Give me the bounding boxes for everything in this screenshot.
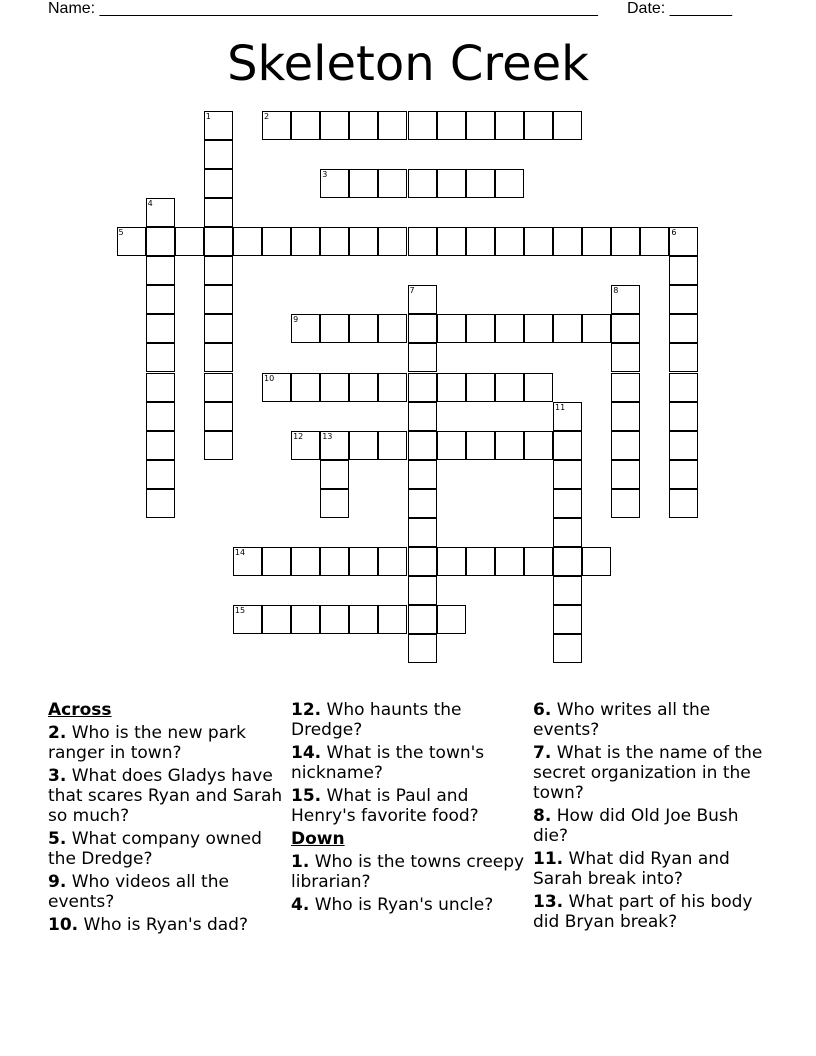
grid-cell[interactable] <box>378 227 407 256</box>
clue-text: Who is Ryan's uncle? <box>309 895 494 915</box>
grid-cell[interactable] <box>611 343 640 372</box>
grid-cell[interactable] <box>291 431 320 460</box>
grid-cell[interactable] <box>611 489 640 518</box>
grid-cell[interactable] <box>320 489 349 518</box>
clue-text: Who haunts the Dredge? <box>291 700 462 740</box>
clues-column-1 <box>48 700 288 938</box>
grid-cell[interactable] <box>495 431 524 460</box>
clue-number: 3 <box>322 169 328 179</box>
grid-cell[interactable] <box>669 402 698 431</box>
grid-cell[interactable] <box>553 111 582 140</box>
clue-number: 10 <box>264 373 275 383</box>
down-clue-list-continued <box>533 700 763 932</box>
grid-cell[interactable] <box>146 402 175 431</box>
clue-number: 5. <box>48 829 67 849</box>
clue-number: 11 <box>555 402 566 412</box>
clue-item <box>291 743 531 783</box>
grid-cell[interactable] <box>262 373 291 402</box>
grid-cell[interactable] <box>233 605 262 634</box>
grid-cell[interactable] <box>204 256 233 285</box>
grid-cell[interactable] <box>669 256 698 285</box>
grid-cell[interactable] <box>378 111 407 140</box>
across-heading: Across <box>48 700 112 720</box>
grid-cell[interactable] <box>524 314 553 343</box>
grid-cell[interactable] <box>524 373 553 402</box>
clue-number: 8. <box>533 806 552 826</box>
grid-cell[interactable] <box>291 227 320 256</box>
grid-cell[interactable] <box>553 634 582 663</box>
grid-cell[interactable] <box>378 314 407 343</box>
grid-cell[interactable] <box>524 431 553 460</box>
clue-number: 15 <box>234 606 246 616</box>
grid-cell[interactable] <box>437 605 466 634</box>
clues-column-2 <box>291 700 531 918</box>
grid-cell[interactable] <box>204 431 233 460</box>
clue-item <box>48 915 288 935</box>
grid-cell[interactable] <box>524 111 553 140</box>
clue-number: 9 <box>293 315 299 325</box>
clue-number: 7 <box>409 286 415 296</box>
grid-cell[interactable] <box>553 227 582 256</box>
grid-cell[interactable] <box>349 227 378 256</box>
clue-item <box>48 723 288 763</box>
clue-item <box>291 786 531 826</box>
grid-cell[interactable] <box>175 227 204 256</box>
grid-cell[interactable] <box>408 460 437 489</box>
grid-cell[interactable] <box>553 547 582 576</box>
grid-cell[interactable] <box>582 547 611 576</box>
grid-cell[interactable] <box>408 227 437 256</box>
clue-item <box>533 806 763 846</box>
grid-cell[interactable] <box>466 547 495 576</box>
grid-cell[interactable] <box>611 314 640 343</box>
clue-number: 1 <box>205 111 211 121</box>
grid-cell[interactable] <box>349 111 378 140</box>
clue-text: Who is Ryan's dad? <box>78 915 248 935</box>
grid-cell[interactable] <box>669 489 698 518</box>
grid-cell[interactable] <box>524 227 553 256</box>
clue-item <box>291 700 531 740</box>
grid-cell[interactable] <box>553 314 582 343</box>
clue-text: Who videos all the events? <box>48 872 229 912</box>
clue-text: What company owned the Dredge? <box>48 829 262 869</box>
grid-cell[interactable] <box>408 111 437 140</box>
clue-number: 10. <box>48 915 79 935</box>
grid-cell[interactable] <box>378 373 407 402</box>
grid-cell[interactable] <box>408 576 437 605</box>
grid-cell[interactable] <box>669 343 698 372</box>
grid-cell[interactable] <box>553 460 582 489</box>
grid-cell[interactable] <box>408 285 437 314</box>
grid-cell[interactable] <box>204 169 233 198</box>
grid-cell[interactable] <box>146 489 175 518</box>
clue-text: Who is the new park ranger in town? <box>48 723 246 763</box>
grid-cell[interactable] <box>466 227 495 256</box>
grid-cell[interactable] <box>204 198 233 227</box>
grid-cell[interactable] <box>349 314 378 343</box>
grid-cell[interactable] <box>466 431 495 460</box>
grid-cell[interactable] <box>291 373 320 402</box>
grid-cell[interactable] <box>204 314 233 343</box>
clue-item <box>48 872 288 912</box>
date-field[interactable]: Date: _______ <box>627 0 732 17</box>
grid-cell[interactable] <box>408 169 437 198</box>
grid-cell[interactable] <box>146 460 175 489</box>
grid-cell[interactable] <box>437 227 466 256</box>
grid-cell[interactable] <box>204 343 233 372</box>
grid-cell[interactable] <box>291 547 320 576</box>
clue-number: 15. <box>291 786 322 806</box>
grid-cell[interactable] <box>437 314 466 343</box>
grid-cell[interactable] <box>320 547 349 576</box>
clue-item <box>533 700 763 740</box>
grid-cell[interactable] <box>291 111 320 140</box>
grid-cell[interactable] <box>437 431 466 460</box>
grid-cell[interactable] <box>349 373 378 402</box>
clue-item <box>291 895 531 915</box>
clue-number: 4 <box>147 198 153 208</box>
grid-cell[interactable] <box>669 227 698 256</box>
grid-cell[interactable] <box>146 373 175 402</box>
grid-cell[interactable] <box>611 402 640 431</box>
down-clue-list <box>291 852 531 915</box>
grid-cell[interactable] <box>204 373 233 402</box>
grid-cell[interactable] <box>320 605 349 634</box>
grid-cell[interactable] <box>204 111 233 140</box>
grid-cell[interactable] <box>204 402 233 431</box>
grid-cell[interactable] <box>146 227 175 256</box>
grid-cell[interactable] <box>146 431 175 460</box>
grid-cell[interactable] <box>524 547 553 576</box>
clue-number: 6 <box>671 228 677 237</box>
grid-cell[interactable] <box>320 227 349 256</box>
grid-cell[interactable] <box>204 140 233 169</box>
clue-text: Who is the towns creepy librarian? <box>291 852 525 892</box>
grid-cell[interactable] <box>437 169 466 198</box>
grid-cell[interactable] <box>320 373 349 402</box>
grid-cell[interactable] <box>291 605 320 634</box>
grid-cell[interactable] <box>349 431 378 460</box>
grid-cell[interactable] <box>320 111 349 140</box>
grid-cell[interactable] <box>204 285 233 314</box>
grid-cell[interactable] <box>320 431 349 460</box>
grid-cell[interactable] <box>408 605 437 634</box>
grid-cell[interactable] <box>582 314 611 343</box>
clue-number: 3. <box>48 766 67 786</box>
grid-cell[interactable] <box>495 547 524 576</box>
grid-cell[interactable] <box>611 227 640 256</box>
grid-cell[interactable] <box>349 547 378 576</box>
clue-item <box>533 743 763 803</box>
grid-cell[interactable] <box>611 373 640 402</box>
grid-cell[interactable] <box>320 314 349 343</box>
grid-cell[interactable] <box>349 605 378 634</box>
grid-cell[interactable] <box>262 605 291 634</box>
grid-cell[interactable] <box>320 460 349 489</box>
clue-text: What is the name of the secret organization in the town? <box>533 743 763 803</box>
grid-cell[interactable] <box>582 227 611 256</box>
across-clue-list <box>48 723 288 935</box>
clue-text: What is Paul and Henry's favorite food? <box>291 786 479 826</box>
down-heading: Down <box>291 829 345 849</box>
grid-cell[interactable] <box>204 227 233 256</box>
grid-cell[interactable] <box>146 314 175 343</box>
grid-cell[interactable] <box>146 198 175 227</box>
grid-cell[interactable] <box>611 460 640 489</box>
grid-cell[interactable] <box>553 431 582 460</box>
grid-cell[interactable] <box>466 169 495 198</box>
clue-text: How did Old Joe Bush die? <box>533 806 739 846</box>
grid-cell[interactable] <box>669 460 698 489</box>
clues-column-3 <box>533 700 763 935</box>
grid-cell[interactable] <box>437 547 466 576</box>
clue-text: What does Gladys have that scares Ryan and Sarah so much? <box>48 766 283 826</box>
grid-cell[interactable] <box>669 431 698 460</box>
grid-cell[interactable] <box>669 314 698 343</box>
clue-number: 12. <box>291 700 322 720</box>
name-field[interactable]: Name: ________________________________________________________ <box>48 0 598 17</box>
grid-cell[interactable] <box>553 489 582 518</box>
clue-text: What did Ryan and Sarah break into? <box>533 849 730 889</box>
across-clue-list-continued <box>291 700 531 826</box>
clue-number: 2 <box>264 111 270 121</box>
grid-cell[interactable] <box>611 431 640 460</box>
clue-number: 13 <box>322 431 333 441</box>
clue-number: 11. <box>533 849 564 869</box>
grid-cell[interactable] <box>553 402 582 431</box>
grid-cell[interactable] <box>611 285 640 314</box>
clue-number: 9. <box>48 872 67 892</box>
grid-cell[interactable] <box>408 489 437 518</box>
puzzle-title: Skeleton Creek <box>227 36 589 92</box>
grid-cell[interactable] <box>466 373 495 402</box>
clue-item <box>291 852 531 892</box>
grid-cell[interactable] <box>408 343 437 372</box>
grid-cell[interactable] <box>262 547 291 576</box>
clue-number: 7. <box>533 743 552 763</box>
clue-item <box>48 829 288 869</box>
grid-cell[interactable] <box>378 169 407 198</box>
grid-cell[interactable] <box>408 373 437 402</box>
grid-cell[interactable] <box>146 256 175 285</box>
clue-number: 8 <box>613 286 619 296</box>
grid-cell[interactable] <box>146 285 175 314</box>
grid-cell[interactable] <box>408 314 437 343</box>
grid-cell[interactable] <box>408 518 437 547</box>
grid-cell[interactable] <box>378 547 407 576</box>
clue-number: 14 <box>234 548 246 558</box>
grid-cell[interactable] <box>378 605 407 634</box>
clue-text: What part of his body did Bryan break? <box>533 892 753 932</box>
grid-cell[interactable] <box>495 373 524 402</box>
grid-cell[interactable] <box>408 431 437 460</box>
grid-cell[interactable] <box>262 111 291 140</box>
clue-text: Who writes all the events? <box>533 700 711 740</box>
clue-number: 4. <box>291 895 310 915</box>
grid-cell[interactable] <box>233 547 262 576</box>
grid-cell[interactable] <box>553 576 582 605</box>
grid-cell[interactable] <box>408 402 437 431</box>
grid-cell[interactable] <box>262 227 291 256</box>
clue-number: 13. <box>533 892 564 912</box>
grid-cell[interactable] <box>291 314 320 343</box>
clue-number: 14. <box>291 743 322 763</box>
grid-cell[interactable] <box>669 285 698 314</box>
grid-cell[interactable] <box>233 227 262 256</box>
grid-cell[interactable] <box>553 518 582 547</box>
grid-cell[interactable] <box>437 111 466 140</box>
grid-cell[interactable] <box>408 547 437 576</box>
clue-item <box>533 849 763 889</box>
clue-number: 2. <box>48 723 67 743</box>
clue-number: 1. <box>291 852 310 872</box>
grid-cell[interactable] <box>117 227 146 256</box>
grid-cell[interactable] <box>466 314 495 343</box>
grid-cell[interactable] <box>320 169 349 198</box>
clue-item <box>48 766 288 826</box>
clue-number: 6. <box>533 700 552 720</box>
grid-cell[interactable] <box>553 605 582 634</box>
grid-cell[interactable] <box>378 431 407 460</box>
clue-item <box>533 892 763 932</box>
grid-cell[interactable] <box>495 169 524 198</box>
grid-cell[interactable] <box>495 111 524 140</box>
clue-number: 5 <box>118 228 124 237</box>
grid-cell[interactable] <box>437 373 466 402</box>
grid-cell[interactable] <box>495 314 524 343</box>
grid-cell[interactable] <box>349 169 378 198</box>
clue-text: What is the town's nickname? <box>291 743 485 783</box>
grid-cell[interactable] <box>408 634 437 663</box>
grid-cell[interactable] <box>466 111 495 140</box>
clue-number: 12 <box>293 431 304 441</box>
grid-cell[interactable] <box>146 343 175 372</box>
grid-cell[interactable] <box>669 373 698 402</box>
grid-cell[interactable] <box>640 227 669 256</box>
grid-cell[interactable] <box>495 227 524 256</box>
